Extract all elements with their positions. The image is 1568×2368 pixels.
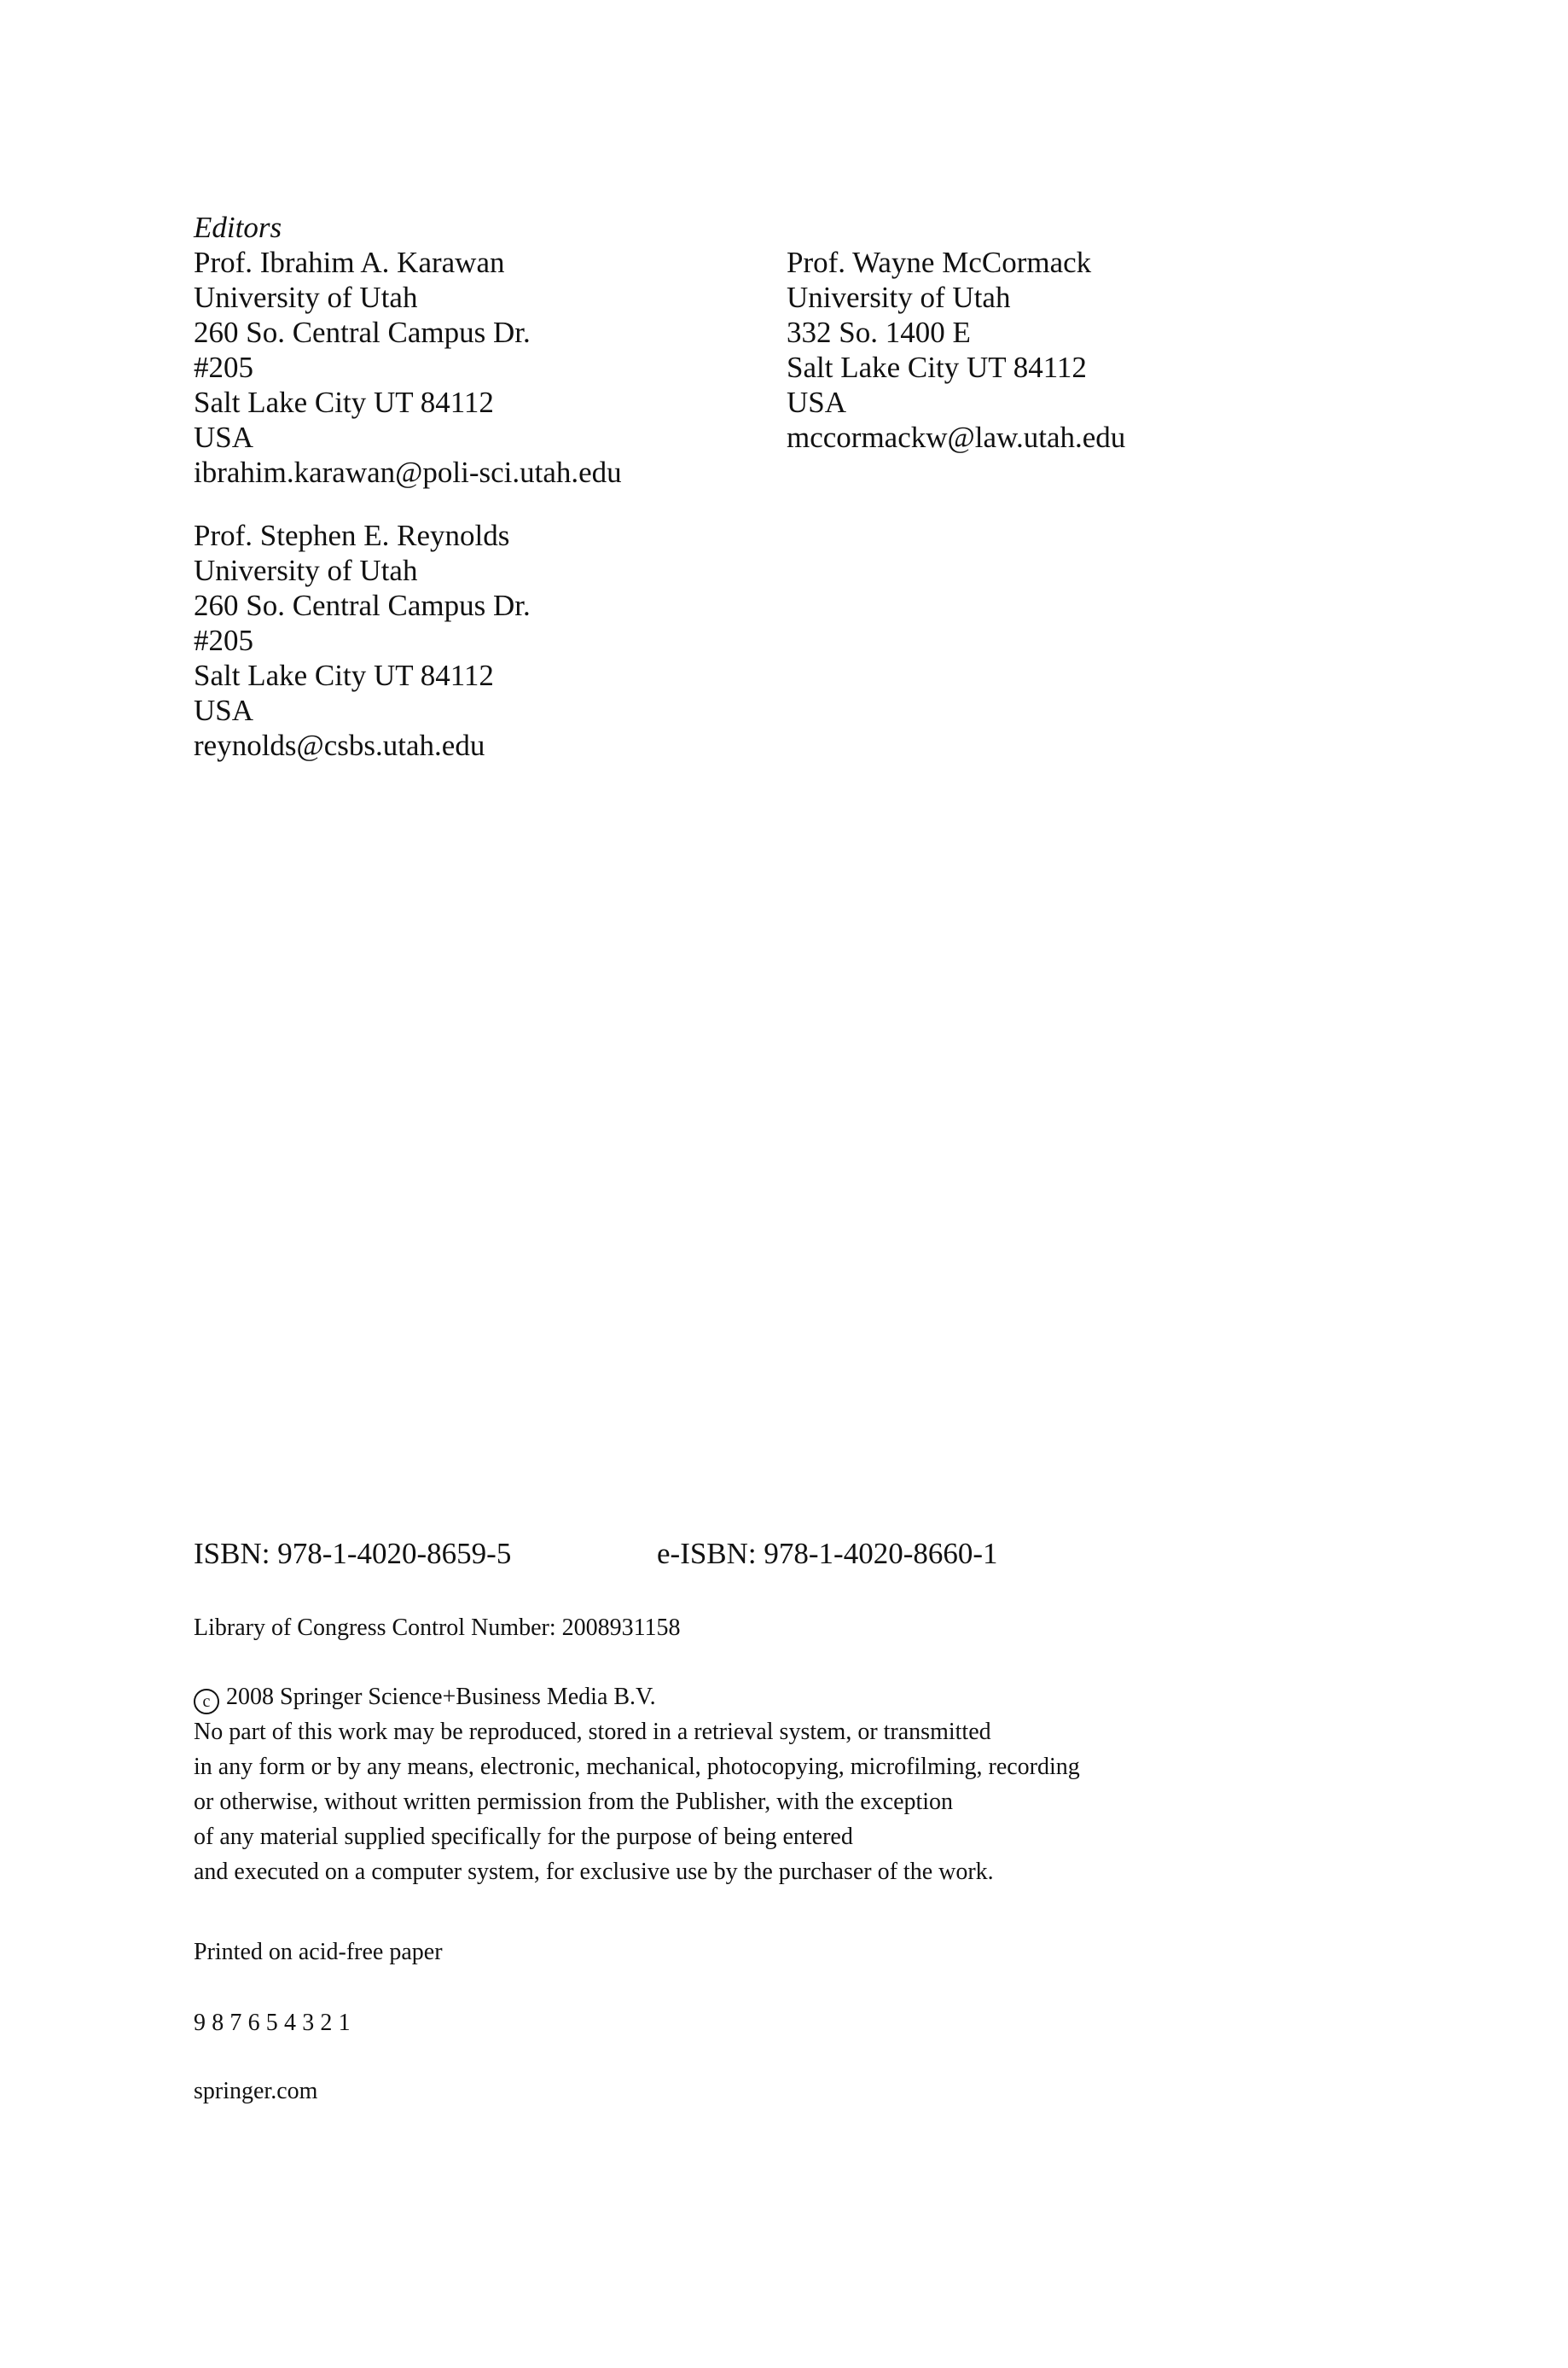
copyright-holder-line [194, 1679, 1080, 1714]
editors-heading: Editors [194, 211, 282, 244]
editor-city: Salt Lake City UT 84112 [194, 386, 494, 419]
editor-city: Salt Lake City UT 84112 [787, 351, 1087, 384]
editor-affiliation: University of Utah [194, 281, 418, 314]
editor-affiliation: University of Utah [787, 281, 1011, 314]
editor-name: Prof. Wayne McCormack [787, 246, 1092, 279]
copyright-symbol: c [194, 1689, 219, 1714]
editor-country: USA [194, 421, 254, 454]
copyright-notice [194, 1679, 1080, 1889]
printing-line: 9 8 7 6 5 4 3 2 1 [194, 2010, 351, 2036]
editor-suite: #205 [194, 351, 253, 384]
copyright-text-line: and executed on a computer system, for exclusive use by the purchaser of the work. [194, 1859, 994, 1885]
editor-address-block [194, 518, 531, 763]
isbn-print: ISBN: 978-1-4020-8659-5 [194, 1537, 512, 1570]
publisher-website: springer.com [194, 2078, 318, 2104]
editor-address-block [194, 245, 622, 490]
copyright-text-line: of any material supplied specifically for the purpose of being entered [194, 1824, 853, 1850]
editor-email: mccormackw@law.utah.edu [787, 421, 1126, 454]
editor-email: reynolds@csbs.utah.edu [194, 729, 485, 762]
editor-country: USA [194, 694, 254, 727]
editor-city: Salt Lake City UT 84112 [194, 659, 494, 692]
editor-street: 260 So. Central Campus Dr. [194, 316, 531, 349]
lccn-number: Library of Congress Control Number: 2008931158 [194, 1615, 681, 1641]
isbn-electronic: e-ISBN: 978-1-4020-8660-1 [657, 1537, 998, 1570]
editor-affiliation: University of Utah [194, 554, 418, 587]
editor-street: 260 So. Central Campus Dr. [194, 589, 531, 622]
editor-country: USA [787, 386, 847, 419]
copyright-holder: 2008 Springer Science+Business Media B.V. [226, 1684, 656, 1710]
copyright-text-line: in any form or by any means, electronic, mechanical, photocopying, microfilming, recording [194, 1754, 1080, 1780]
editor-suite: #205 [194, 624, 253, 657]
editor-name: Prof. Ibrahim A. Karawan [194, 246, 505, 279]
copyright-text-line: or otherwise, without written permission from the Publisher, with the exception [194, 1789, 954, 1815]
editor-address-block [787, 245, 1125, 455]
paper-note: Printed on acid-free paper [194, 1939, 443, 1965]
copyright-text-line: No part of this work may be reproduced, stored in a retrieval system, or transmitted [194, 1719, 991, 1745]
editor-street: 332 So. 1400 E [787, 316, 971, 349]
editor-email: ibrahim.karawan@poli-sci.utah.edu [194, 456, 622, 489]
editor-name: Prof. Stephen E. Reynolds [194, 519, 510, 552]
